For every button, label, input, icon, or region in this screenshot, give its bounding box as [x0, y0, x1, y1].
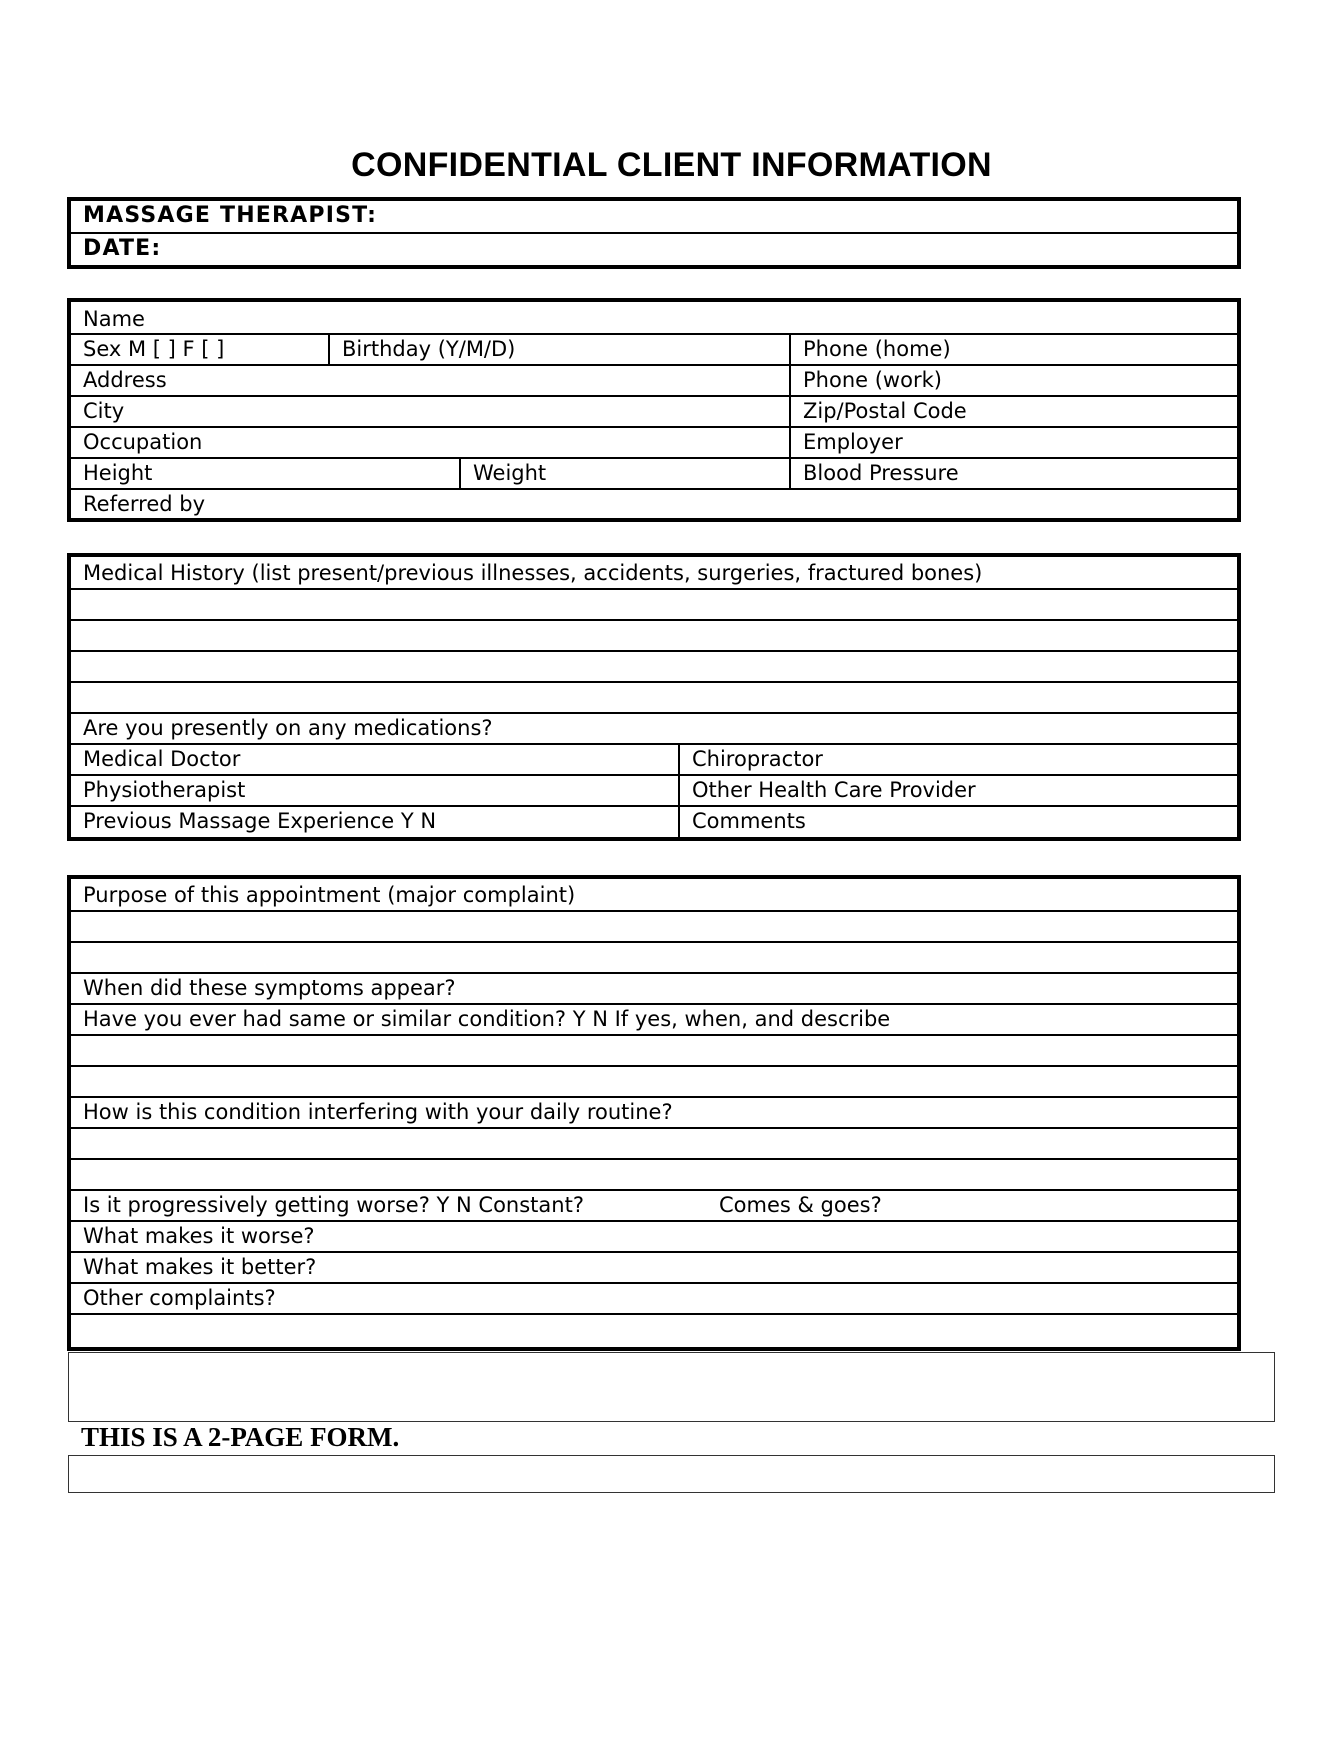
medical-history-line[interactable]	[71, 621, 1237, 652]
height-field[interactable]: Height	[83, 461, 153, 485]
birthday-field[interactable]: Birthday (Y/M/D)	[328, 335, 789, 364]
blood-pressure-field[interactable]: Blood Pressure	[789, 459, 1237, 488]
medical-history-box	[67, 553, 1241, 841]
zip-field[interactable]: Zip/Postal Code	[789, 397, 1237, 426]
medical-history-line[interactable]	[71, 683, 1237, 714]
personal-info-box	[67, 298, 1241, 522]
medications-field[interactable]: Are you presently on any medications?	[83, 716, 493, 740]
phone-work-field[interactable]: Phone (work)	[789, 366, 1237, 395]
occupation-field[interactable]: Occupation	[83, 430, 203, 454]
date-field[interactable]: DATE:	[83, 236, 162, 261]
interfering-label: How is this condition interfering with your daily routine?	[83, 1100, 673, 1124]
makes-worse-field[interactable]: What makes it worse?	[83, 1224, 315, 1248]
symptoms-appear-field[interactable]: When did these symptoms appear?	[83, 976, 456, 1000]
purpose-label: Purpose of this appointment (major complaint)	[83, 883, 576, 907]
comes-goes-field[interactable]: Comes & goes?	[719, 1193, 882, 1217]
medical-history-label: Medical History (list present/previous illnesses, accidents, surgeries, fractured bones)	[83, 561, 983, 585]
interfering-line[interactable]	[71, 1160, 1237, 1191]
city-field[interactable]: City	[83, 399, 125, 423]
makes-better-field[interactable]: What makes it better?	[83, 1255, 317, 1279]
name-field[interactable]: Name	[83, 307, 145, 331]
two-page-note: THIS IS A 2-PAGE FORM.	[81, 1422, 400, 1452]
sex-field[interactable]: Sex M [ ] F [ ]	[83, 337, 225, 361]
employer-field[interactable]: Employer	[789, 428, 1237, 457]
getting-worse-field[interactable]: Is it progressively getting worse? Y N Constant?	[83, 1193, 584, 1217]
footer-outline-bottom	[68, 1455, 1275, 1493]
therapist-date-box	[67, 197, 1241, 269]
other-complaints-field[interactable]: Other complaints?	[83, 1286, 276, 1310]
describe-line[interactable]	[71, 1036, 1237, 1067]
address-field[interactable]: Address	[83, 368, 167, 392]
describe-line[interactable]	[71, 1067, 1237, 1098]
interfering-line[interactable]	[71, 1129, 1237, 1160]
weight-field[interactable]: Weight	[459, 459, 789, 488]
medical-doctor-field[interactable]: Medical Doctor	[83, 747, 241, 771]
medical-history-line[interactable]	[71, 590, 1237, 621]
purpose-line[interactable]	[71, 912, 1237, 943]
purpose-line[interactable]	[71, 943, 1237, 974]
other-provider-field[interactable]: Other Health Care Provider	[678, 776, 1237, 805]
physiotherapist-field[interactable]: Physiotherapist	[83, 778, 246, 802]
chiropractor-field[interactable]: Chiropractor	[678, 745, 1237, 774]
footer-outline-top	[68, 1352, 1275, 1422]
other-complaints-line[interactable]	[71, 1315, 1237, 1345]
similar-condition-field[interactable]: Have you ever had same or similar condition? Y N If yes, when, and describe	[83, 1007, 891, 1031]
form-title: CONFIDENTIAL CLIENT INFORMATION	[351, 146, 992, 184]
massage-therapist-field[interactable]: MASSAGE THERAPIST:	[83, 203, 378, 228]
phone-home-field[interactable]: Phone (home)	[789, 335, 1237, 364]
complaint-box	[67, 875, 1241, 1351]
previous-massage-field[interactable]: Previous Massage Experience Y N	[83, 809, 437, 833]
medical-history-line[interactable]	[71, 652, 1237, 683]
comments-field[interactable]: Comments	[678, 807, 1237, 837]
referred-by-field[interactable]: Referred by	[83, 492, 206, 516]
